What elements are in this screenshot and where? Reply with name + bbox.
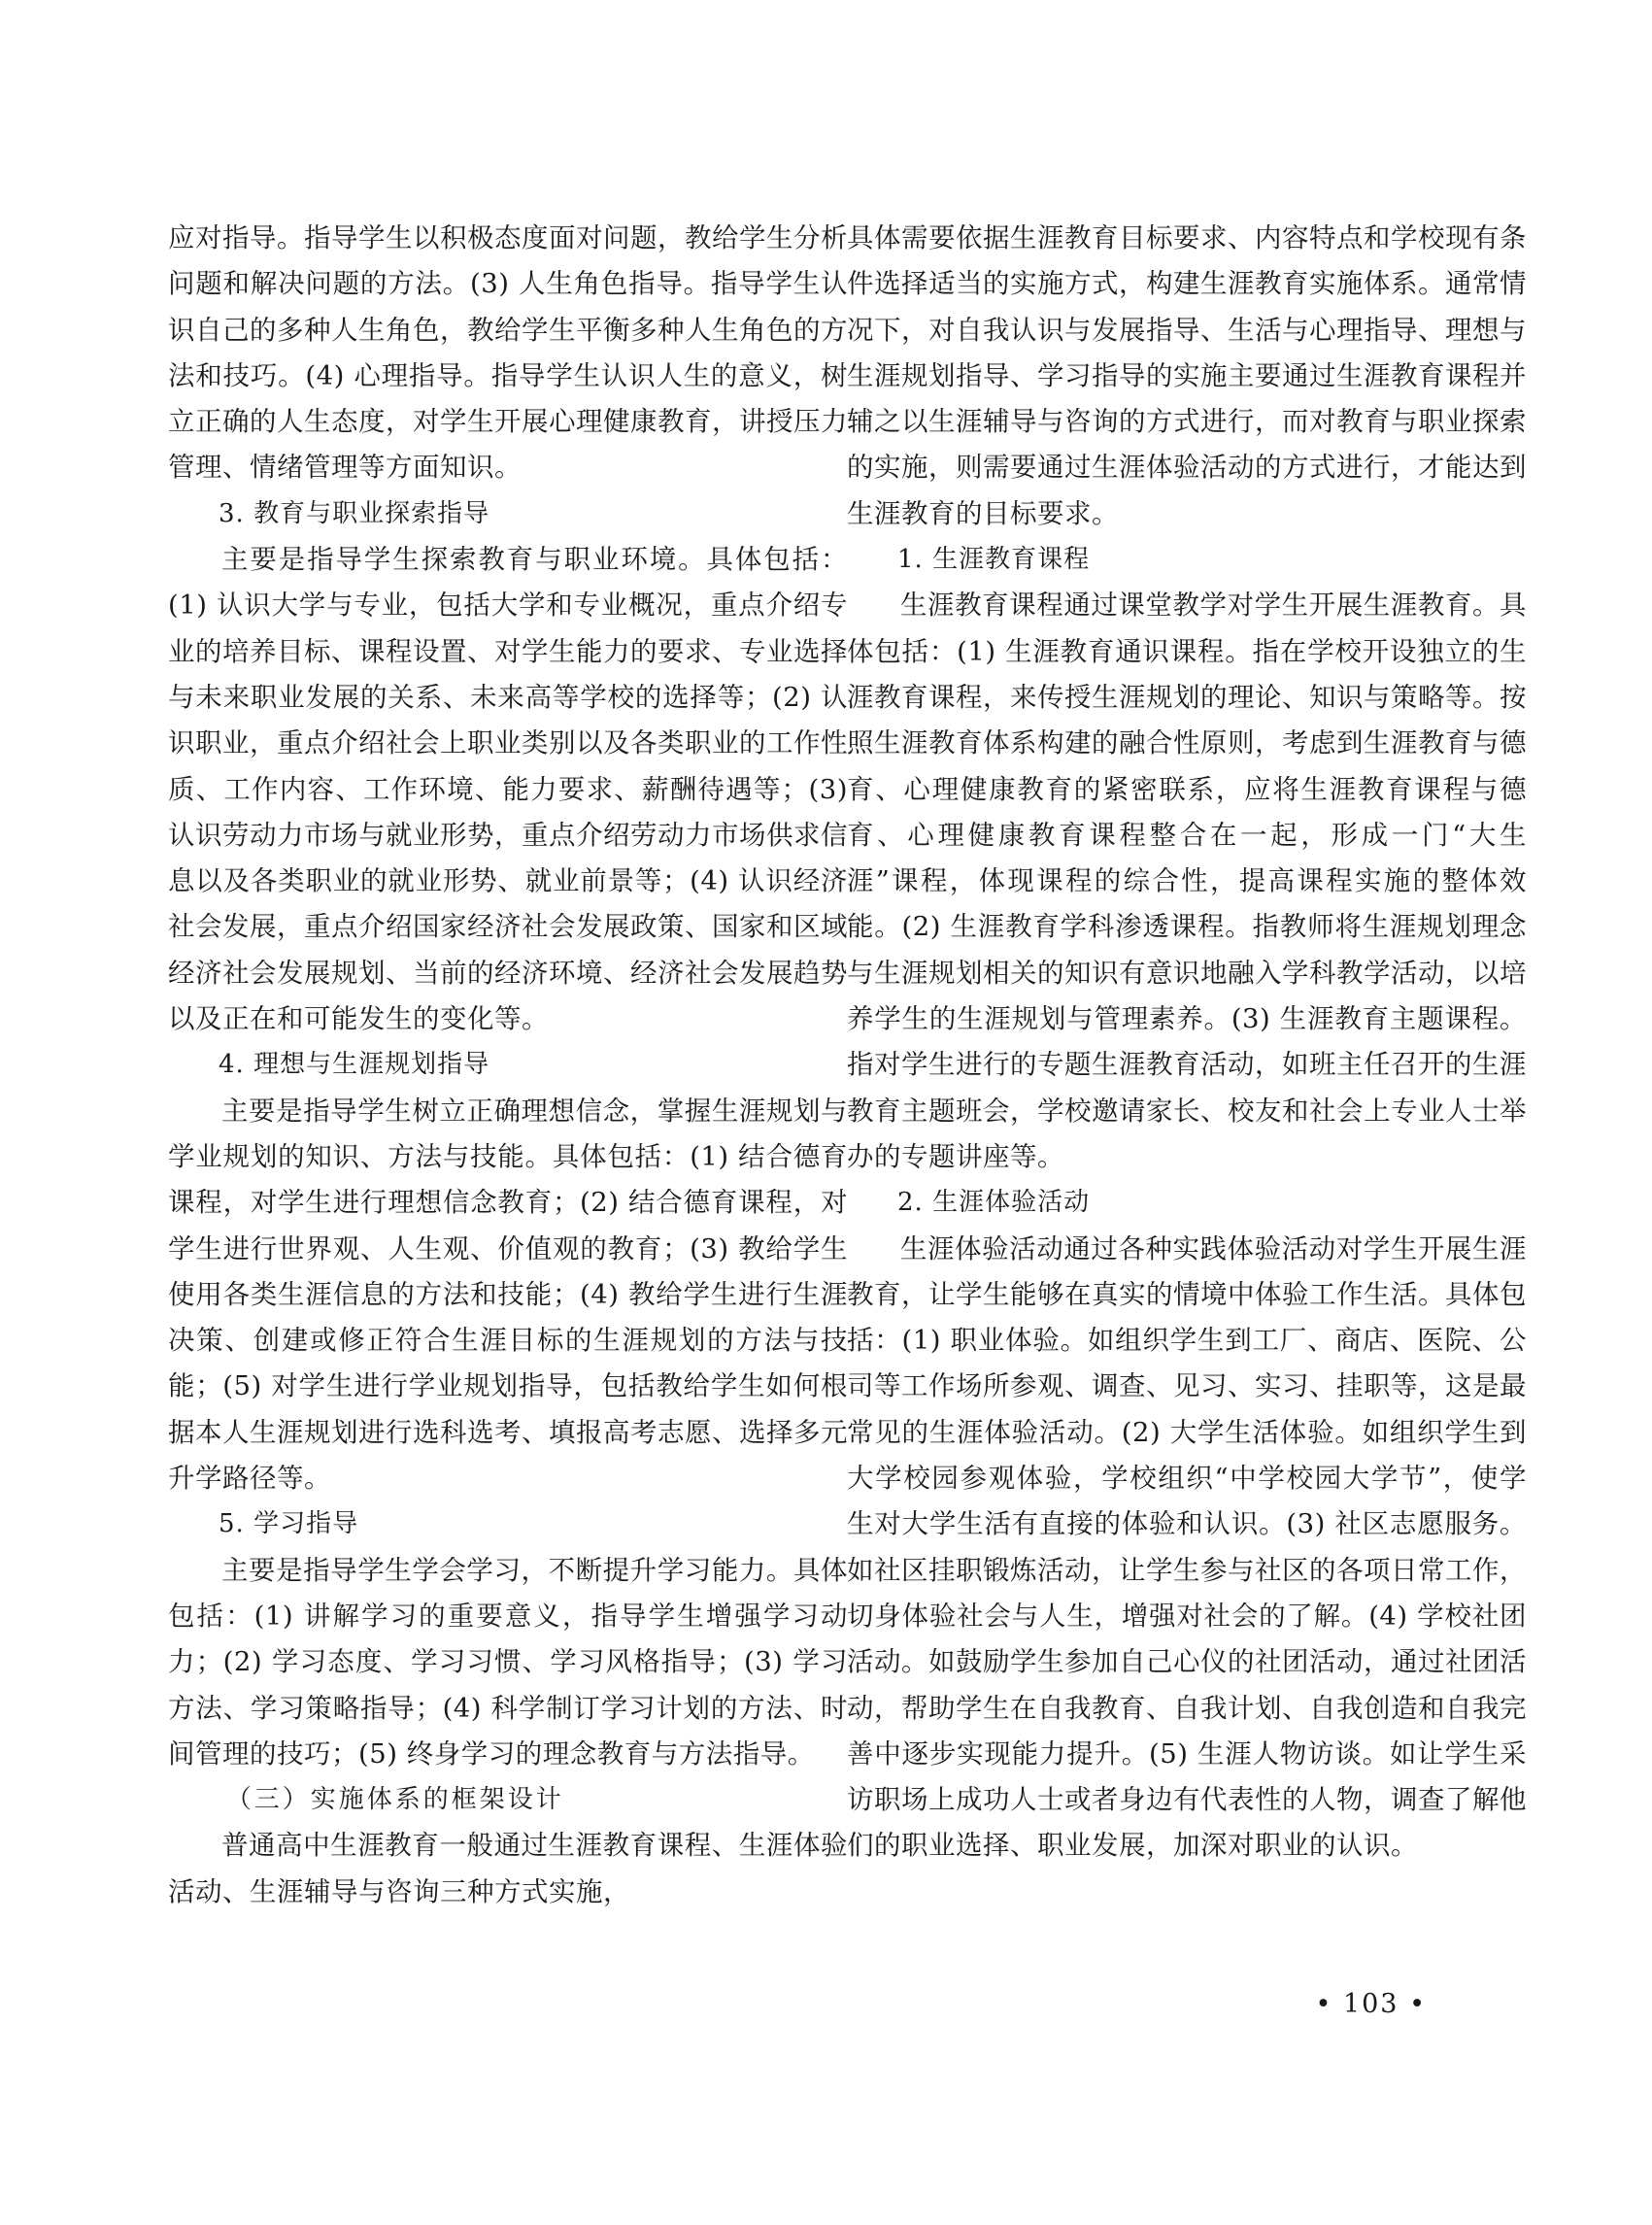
heading-learning-guidance: 5. 学习指导 [219, 1509, 359, 1539]
paragraph-life-guidance-continued: 应对指导。指导学生以积极态度面对问题，教给学生分析问题和解决问题的方法。(3) 人生角色指导。指导学生认识自己的多种人生角色，教给学生平衡多种人生角色的方法和技巧。(4) 心理指导。指导学生认识人生的意义，树立正确的人生态度，对学生开展心理健康教育，讲授压力管理、情绪管理等方面知识。 [168, 222, 848, 484]
right-column [847, 216, 1527, 1870]
heading-framework-design: （三）实施体系的框架设计 [225, 1785, 564, 1815]
paragraph-framework-design: 普通高中生涯教育一般通过生涯教育课程、生涯体验活动、生涯辅导与咨询三种方式实施， [168, 1830, 848, 1907]
heading-career-experience-activity: 2. 生涯体验活动 [897, 1188, 1091, 1218]
paragraph-education-career-exploration: 主要是指导学生探索教育与职业环境。具体包括：(1) 认识大学与专业，包括大学和专业概况，重点介绍专业的培养目标、课程设置、对学生能力的要求、专业选择与未来职业发展的关系、未来高等学校的选择等；(2) 认识职业，重点介绍社会上职业类别以及各类职业的工作性质、工作内容、工作环境、能力要求、薪酬待遇等；(3) 认识劳动力市场与就业形势，重点介绍劳动力市场供求信息以及各类职业的就业形势、就业前景等；(4) 认识经济社会发展，重点介绍国家经济社会发展政策、国家和区域经济社会发展规划、当前的经济环境、经济社会发展趋势以及正在和可能发生的变化等。 [168, 544, 848, 1035]
paragraph-career-experience-activity: 生涯体验活动通过各种实践体验活动对学生开展生涯教育，让学生能够在真实的情境中体验工作生活。具体包括：(1) 职业体验。如组织学生到工厂、商店、医院、公司等工作场所参观、调查、见习、实习、挂职等，这是最常见的生涯体验活动。(2) 大学生活体验。如组织学生到大学校园参观体验，学校组织“中学校园大学节”，使学生对大学生活有直接的体验和认识。(3) 社区志愿服务。如社区挂职锻炼活动，让学生参与社区的各项日常工作，切身体验社会与人生，增强对社会的了解。(4) 学校社团活动。如鼓励学生参加自己心仪的社团活动，通过社团活动，帮助学生在自我教育、自我计划、自我创造和自我完善中逐步实现能力提升。(5) 生涯人物访谈。如让学生采访职场上成功人士或者身边有代表性的人物，调查了解他们的职业选择、职业发展，加深对职业的认识。 [847, 1232, 1527, 1862]
heading-ideal-career-planning: 4. 理想与生涯规划指导 [219, 1050, 490, 1080]
page-number: • 103 • [1315, 1989, 1427, 2019]
paragraph-career-education-course: 生涯教育课程通过课堂教学对学生开展生涯教育。具体包括：(1) 生涯教育通识课程。指在学校开设独立的生涯教育课程，来传授生涯规划的理论、知识与策略等。按照生涯教育体系构建的融合性原则，考虑到生涯教育与德育、心理健康教育的紧密联系，应将生涯教育课程与德育、心理健康教育课程整合在一起，形成一门“大生涯”课程，体现课程的综合性，提高课程实施的整体效能。(2) 生涯教育学科渗透课程。指教师将生涯规划理念与生涯规划相关的知识有意识地融入学科教学活动，以培养学生的生涯规划与管理素养。(3) 生涯教育主题课程。指对学生进行的专题生涯教育活动，如班主任召开的生涯教育主题班会，学校邀请家长、校友和社会上专业人士举办的专题讲座等。 [847, 590, 1527, 1172]
paragraph-ideal-career-planning: 主要是指导学生树立正确理想信念，掌握生涯规划与学业规划的知识、方法与技能。具体包括：(1) 结合德育课程，对学生进行理想信念教育；(2) 结合德育课程，对学生进行世界观、人生观、价值观的教育；(3) 教给学生使用各类生涯信息的方法和技能；(4) 教给学生进行生涯决策、创建或修正符合生涯目标的生涯规划的方法与技能；(5) 对学生进行学业规划指导，包括教给学生如何根据本人生涯规划进行选科选考、填报高考志愿、选择多元升学路径等。 [168, 1095, 848, 1495]
paragraph-framework-continued: 具体需要依据生涯教育目标要求、内容特点和学校现有条件选择适当的实施方式，构建生涯教育实施体系。通常情况下，对自我认识与发展指导、生活与心理指导、理想与生涯规划指导、学习指导的实施主要通过生涯教育课程并辅之以生涯辅导与咨询的方式进行，而对教育与职业探索的实施，则需要通过生涯体验活动的方式进行，才能达到生涯教育的目标要求。 [847, 222, 1527, 529]
left-column [168, 216, 848, 1915]
heading-education-career-exploration: 3. 教育与职业探索指导 [219, 498, 490, 528]
heading-career-education-course: 1. 生涯教育课程 [897, 545, 1091, 575]
paragraph-learning-guidance: 主要是指导学生学会学习，不断提升学习能力。具体包括：(1) 讲解学习的重要意义，指导学生增强学习动力；(2) 学习态度、学习习惯、学习风格指导；(3) 学习方法、学习策略指导；(4) 科学制订学习计划的方法、时间管理的技巧；(5) 终身学习的理念教育与方法指导。 [168, 1554, 848, 1770]
